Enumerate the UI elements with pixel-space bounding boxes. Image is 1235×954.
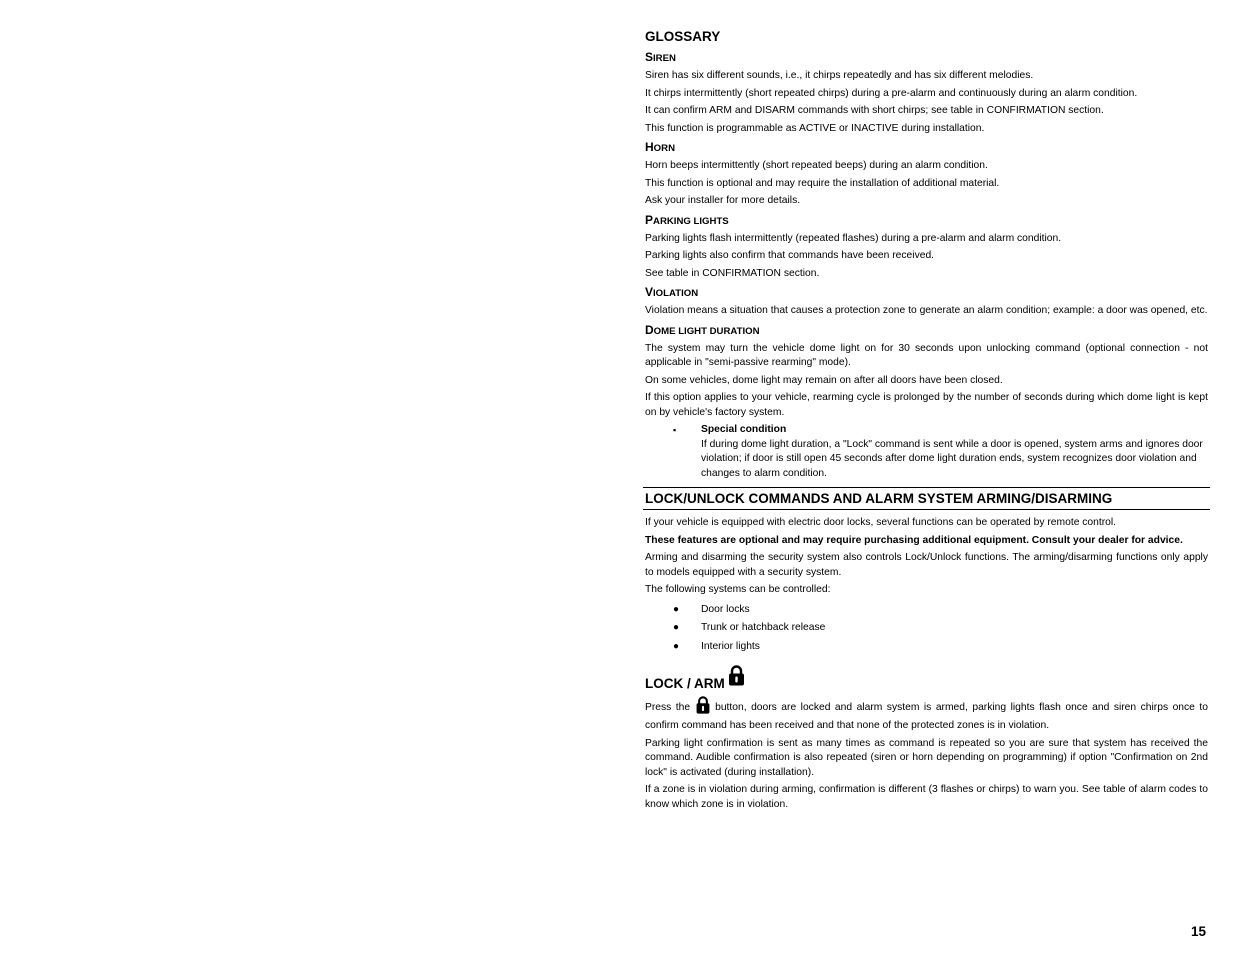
list-item: [645, 619, 1208, 638]
lock-section-paragraph: Arming and disarming the security system also controls Lock/Unlock functions. The arming/disarming functions only apply to models equipped with a security system.: [645, 552, 1208, 578]
parking-heading-initial: P: [645, 212, 654, 227]
parking-line: Parking lights also confirm that commands have been received.: [645, 250, 935, 262]
lock-arm-title: LOCK / ARM: [645, 675, 725, 691]
press-text-rest: button, doors are locked and alarm system is armed, parking lights flash once and siren chirps once to confirm command has been received and that none of the protected zones is in violation.: [645, 701, 1208, 732]
siren-heading-initial: S: [645, 50, 654, 64]
lock-arm-paragraph: If a zone is in violation during arming, confirmation is different (3 flashes or chirps) to warn you. See table of alarm codes to know which zone is in violation.: [645, 784, 1208, 810]
horn-heading-rest: ORN: [653, 143, 675, 155]
lock-section-paragraph: The following systems can be controlled:: [645, 584, 831, 596]
list-item-label: Trunk or hatchback release: [701, 622, 826, 634]
parking-line: Parking lights flash intermittently (repeated flashes) during a pre-alarm and alarm condition.: [645, 232, 1062, 244]
lock-arm-paragraph: [645, 696, 1208, 734]
special-condition-title: Special condition: [701, 424, 787, 436]
violation-heading: [645, 285, 1208, 301]
dome-paragraph: On some vehicles, dome light may remain on after all doors have been closed.: [645, 374, 1003, 386]
parking-lights-heading: [645, 213, 1208, 229]
siren-line: Siren has six different sounds, i.e., it chirps repeatedly and has six different melodies.: [645, 70, 1034, 81]
horn-line: Horn beeps intermittently (short repeated beeps) during an alarm condition.: [645, 160, 988, 172]
page-column: [645, 28, 1208, 815]
siren-heading: [645, 50, 1208, 66]
siren-line: It can confirm ARM and DISARM commands with short chirps; see table in CONFIRMATION section.: [645, 105, 1104, 117]
bullet-icon: ●: [673, 622, 680, 634]
dome-light-heading: [645, 323, 1208, 339]
glossary-title: GLOSSARY: [645, 29, 721, 44]
special-condition-item: [645, 423, 1208, 481]
dome-paragraph: The system may turn the vehicle dome light on for 30 seconds upon unlocking command (optional connection - not applicable in "semi-passive rearming" mode).: [645, 342, 1208, 369]
horn-line: Ask your installer for more details.: [645, 195, 801, 207]
lock-unlock-section-title: LOCK/UNLOCK COMMANDS AND ALARM SYSTEM ARMING/DISARMING: [643, 487, 1210, 510]
dome-heading-rest: OME LIGHT DURATION: [653, 325, 760, 337]
dome-paragraph: If this option applies to your vehicle, rearming cycle is prolonged by the number of seconds during which dome light is kept on by vehicle's factory system.: [645, 392, 1208, 418]
lock-arm-paragraph: Parking light confirmation is sent as many times as command is repeated so you are sure that system has received the command. Audible confirmation is also repeated (siren or horn depending on programming) if option "Confirmation on 2nd lock" is activated (during installation).: [645, 737, 1208, 778]
parking-heading-rest: ARKING LIGHTS: [653, 215, 729, 227]
special-condition-list: [645, 423, 1208, 481]
violation-heading-initial: V: [645, 285, 654, 300]
lock-section-notice: These features are optional and may require purchasing additional equipment. Consult your dealer for advice.: [645, 534, 1183, 546]
horn-heading-initial: H: [645, 140, 654, 155]
horn-line: This function is optional and may require the installation of additional material.: [645, 177, 1000, 189]
list-item: [645, 638, 1208, 657]
square-bullet-icon: ▪: [673, 425, 677, 436]
bullet-icon: ●: [673, 603, 680, 615]
padlock-icon: [695, 696, 711, 719]
special-condition-text: If during dome light duration, a "Lock" command is sent while a door is opened, system arms and ignores door violation; if door is still open 45 seconds after dome light duration ends, system recognizes door violation and changes to alarm condition.: [701, 438, 1203, 479]
list-item: [645, 601, 1208, 620]
list-item-label: Interior lights: [701, 640, 760, 652]
siren-heading-rest: IREN: [653, 53, 676, 64]
press-text: Press the: [645, 701, 691, 713]
dome-heading-initial: D: [645, 322, 654, 337]
controlled-systems-list: [645, 601, 1208, 657]
siren-line: This function is programmable as ACTIVE or INACTIVE during installation.: [645, 122, 985, 134]
lock-section-paragraph: If your vehicle is equipped with electric door locks, several functions can be operated by remote control.: [645, 517, 1117, 528]
bullet-icon: ●: [673, 640, 680, 652]
violation-heading-rest: IOLATION: [653, 288, 699, 300]
siren-line: It chirps intermittently (short repeated chirps) during a pre-alarm and continuously during an alarm condition.: [645, 87, 1138, 99]
padlock-icon: [728, 665, 745, 691]
parking-line: See table in CONFIRMATION section.: [645, 267, 820, 279]
page-number: 15: [1191, 924, 1207, 939]
violation-line: Violation means a situation that causes a protection zone to generate an alarm condition; example: a door was opened, etc.: [645, 305, 1208, 317]
list-item-label: Door locks: [701, 603, 750, 615]
lock-arm-heading: [645, 665, 1208, 691]
horn-heading: [645, 140, 1208, 156]
